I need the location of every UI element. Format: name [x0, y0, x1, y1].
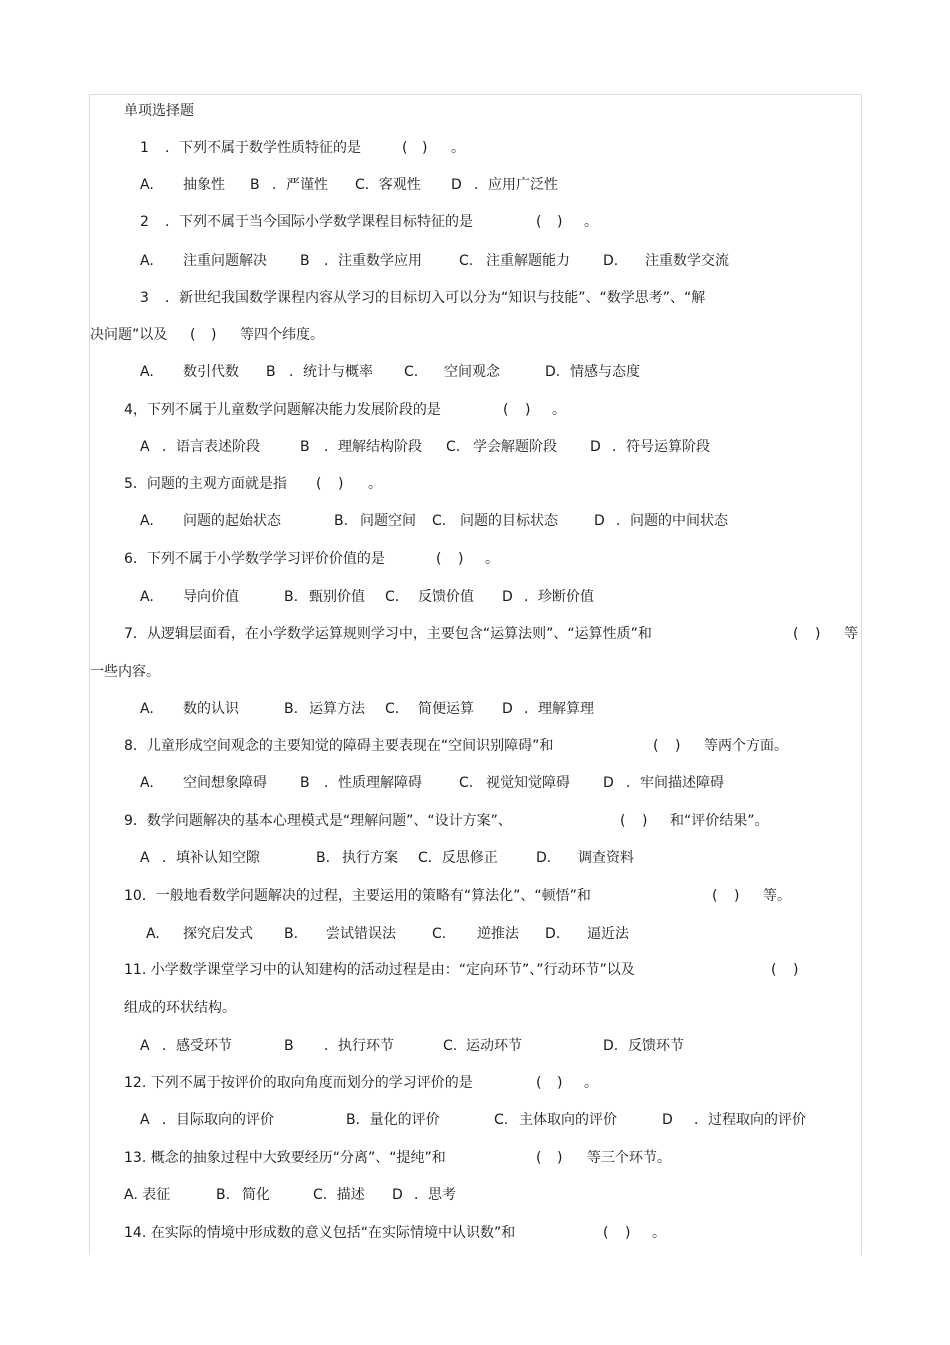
text-run: C．描述	[313, 1187, 365, 1203]
text-run: (	[712, 888, 718, 904]
text-run: A	[140, 1112, 150, 1128]
text-run: A.	[140, 701, 154, 717]
text-run: )	[422, 140, 428, 156]
text-run: 8．儿童形成空间观念的主要知觉的障碍主要表现在“空间识别障碍”和	[124, 738, 554, 754]
text-run: (	[536, 214, 542, 230]
text-run: )	[557, 214, 563, 230]
text-run: )	[815, 626, 821, 642]
text-run: ．符号运算阶段	[612, 439, 710, 455]
text-run: 。	[451, 140, 465, 156]
text-run: 问题空间	[360, 513, 416, 529]
text-run: )	[557, 1150, 563, 1166]
text-run: 注重问题解决	[183, 253, 267, 269]
text-run: 7．从逻辑层面看，在小学数学运算规则学习中，主要包含“运算法则”、“运算性质”和	[124, 626, 652, 642]
text-run: B.	[284, 701, 299, 717]
text-run: B.	[284, 926, 299, 942]
text-run: 简化	[242, 1187, 270, 1203]
text-run: 。	[552, 402, 566, 418]
text-run: D.	[603, 253, 619, 269]
text-run: 执行方案	[342, 850, 398, 866]
text-run: D	[590, 439, 601, 455]
text-run: D	[451, 177, 462, 193]
text-run: B	[300, 439, 310, 455]
text-run: A	[140, 439, 150, 455]
text-run: (	[653, 738, 659, 754]
text-run: 1	[140, 140, 149, 156]
text-run: 调查资料	[578, 850, 634, 866]
text-run: D.	[536, 850, 552, 866]
text-run: C.	[385, 589, 400, 605]
text-run: )	[625, 1225, 631, 1241]
text-run: 逼近法	[587, 926, 629, 942]
text-run: 探究启发式	[183, 926, 253, 942]
text-run: B	[300, 775, 310, 791]
text-run: (	[190, 327, 196, 343]
text-run: D	[392, 1187, 403, 1203]
text-run: 等四个纬度。	[240, 327, 324, 343]
text-run: 逆推法	[477, 926, 519, 942]
text-run: ．珍断价值	[524, 589, 594, 605]
text-run: )	[338, 476, 344, 492]
text-run: A. 表征	[124, 1187, 171, 1203]
text-run: 一些内容。	[90, 664, 160, 680]
text-run: 数的认识	[183, 701, 239, 717]
text-run: 11. 小学数学课堂学习中的认知建构的活动过程是由：“定向环节”、”行动环节”以及	[124, 962, 635, 978]
text-run: 甄别价值	[309, 589, 365, 605]
text-run: 6．下列不属于小学数学学习评价价值的是	[124, 551, 385, 567]
text-run: C.	[459, 253, 474, 269]
text-run: (	[536, 1075, 542, 1091]
text-run: )	[642, 813, 648, 829]
text-run: A.	[140, 253, 154, 269]
text-run: ．注重数学应用	[324, 253, 422, 269]
text-run: B	[250, 177, 260, 193]
text-run: 等	[844, 626, 858, 642]
text-run: 空间观念	[444, 364, 500, 380]
text-run: 反馈价值	[418, 589, 474, 605]
text-run: ．过程取向的评价	[694, 1112, 806, 1128]
text-run: A.	[140, 513, 154, 529]
text-run: 12. 下列不属于按评价的取向角度而划分的学习评价的是	[124, 1075, 473, 1091]
text-run: C.	[432, 513, 447, 529]
text-run: 运动环节	[466, 1038, 522, 1054]
text-run: 3	[140, 290, 149, 306]
text-run: 单项选择题	[124, 103, 194, 119]
text-run: (	[793, 626, 799, 642]
text-run: 等。	[763, 888, 791, 904]
text-run: 。	[584, 1075, 598, 1091]
text-run: 数引代数	[183, 364, 239, 380]
text-run: 。	[485, 551, 499, 567]
text-run: 导向价值	[183, 589, 239, 605]
text-run: A.	[140, 589, 154, 605]
text-run: 2	[140, 214, 149, 230]
text-run: C.	[432, 926, 447, 942]
text-run: ．语言表述阶段	[162, 439, 260, 455]
text-run: ．目际取向的评价	[162, 1112, 274, 1128]
text-run: D.	[545, 926, 561, 942]
text-run: )	[675, 738, 681, 754]
text-run: C.	[443, 1038, 458, 1054]
text-run: 问题的起始状态	[183, 513, 281, 529]
text-run: 14. 在实际的情境中形成数的意义包括“在实际情境中认识数”和	[124, 1225, 516, 1241]
text-run: (	[402, 140, 408, 156]
text-run: ．统计与概率	[289, 364, 373, 380]
text-run: C.	[385, 701, 400, 717]
text-run: 抽象性	[183, 177, 225, 193]
text-run: C.	[446, 439, 461, 455]
text-run: C.	[459, 775, 474, 791]
text-run: 10．一般地看数学问题解决的过程，主要运用的策略有“算法化”、“顿悟”和	[124, 888, 591, 904]
text-run: D.	[603, 1038, 619, 1054]
text-run: C．反思修正	[418, 850, 498, 866]
text-run: D	[594, 513, 605, 529]
text-run: B	[266, 364, 276, 380]
text-run: ．填补认知空隙	[162, 850, 260, 866]
text-run: 13. 概念的抽象过程中大致要经历“分离”、“提纯”和	[124, 1150, 446, 1166]
text-run: ．下列不属于当今国际小学数学课程目标特征的是	[165, 214, 473, 230]
text-run: 情感与态度	[570, 364, 640, 380]
text-run: 。	[584, 214, 598, 230]
text-run: C.	[494, 1112, 509, 1128]
text-run: 9．数学问题解决的基本心理模式是“理解问题”、“设计方案”、	[124, 813, 512, 829]
text-run: ．问题的中间状态	[616, 513, 728, 529]
text-run: A.	[140, 775, 154, 791]
text-run: 5．问题的主观方面就是指	[124, 476, 287, 492]
text-run: A.	[140, 177, 154, 193]
text-run: 4，下列不属于儿童数学问题解决能力发展阶段的是	[124, 402, 441, 418]
text-run: 注重解题能力	[486, 253, 570, 269]
text-run: (	[620, 813, 626, 829]
text-run: 和“评价结果”。	[670, 813, 769, 829]
text-run: A.	[146, 926, 160, 942]
text-run: (	[316, 476, 322, 492]
text-run: (	[503, 402, 509, 418]
text-run: )	[458, 551, 464, 567]
text-run: 。	[652, 1225, 666, 1241]
text-run: )	[793, 962, 799, 978]
text-run: B.	[284, 589, 299, 605]
text-run: C．客观性	[355, 177, 421, 193]
text-run: ．感受环节	[162, 1038, 232, 1054]
text-run: 注重数学交流	[645, 253, 729, 269]
text-run: A	[140, 850, 150, 866]
text-run: 空间想象障碍	[183, 775, 267, 791]
text-run: 等三个环节。	[587, 1150, 671, 1166]
text-run: 简便运算	[418, 701, 474, 717]
text-run: B	[300, 253, 310, 269]
text-run: (	[603, 1225, 609, 1241]
text-run: ．牢间描述障碍	[626, 775, 724, 791]
text-run: ．理解算理	[524, 701, 594, 717]
text-run: 主体取向的评价	[519, 1112, 617, 1128]
text-run: D	[502, 589, 513, 605]
text-run: ．新世纪我国数学课程内容从学习的目标切入可以分为“知识与技能”、“数学思考”、“解	[165, 290, 706, 306]
text-run: 学会解题阶段	[473, 439, 557, 455]
text-run: D	[502, 701, 513, 717]
text-run: C.	[404, 364, 419, 380]
text-run: 反馈环节	[628, 1038, 684, 1054]
text-run: A	[140, 1038, 150, 1054]
text-run: ．应用广泛性	[474, 177, 558, 193]
text-run: 运算方法	[309, 701, 365, 717]
text-run: B	[284, 1038, 294, 1054]
text-run: B.	[334, 513, 349, 529]
text-run: B.	[316, 850, 331, 866]
text-run: D	[603, 775, 614, 791]
text-run: B.	[216, 1187, 231, 1203]
text-run: )	[211, 327, 217, 343]
text-run: )	[557, 1075, 563, 1091]
text-run: D.	[545, 364, 561, 380]
text-run: B．量化的评价	[346, 1112, 440, 1128]
text-run: ．执行环节	[324, 1038, 394, 1054]
text-run: 尝试错误法	[326, 926, 396, 942]
text-run: 组成的环状结构。	[124, 1000, 236, 1016]
text-run: ．下列不属于数学性质特征的是	[165, 140, 361, 156]
text-run: (	[436, 551, 442, 567]
text-run: 等两个方面。	[704, 738, 788, 754]
text-run: )	[525, 402, 531, 418]
text-run: 视觉知觉障碍	[486, 775, 570, 791]
text-run: ．严谨性	[272, 177, 328, 193]
text-run: D	[662, 1112, 673, 1128]
text-run: ．思考	[414, 1187, 456, 1203]
text-run: ．理解结构阶段	[324, 439, 422, 455]
text-run: 。	[368, 476, 382, 492]
text-run: 决问题”以及	[90, 327, 168, 343]
text-run: 问题的目标状态	[460, 513, 558, 529]
text-run: A.	[140, 364, 154, 380]
text-run: (	[771, 962, 777, 978]
text-run: )	[734, 888, 740, 904]
text-run: ．性质理解障碍	[324, 775, 422, 791]
text-run: (	[536, 1150, 542, 1166]
